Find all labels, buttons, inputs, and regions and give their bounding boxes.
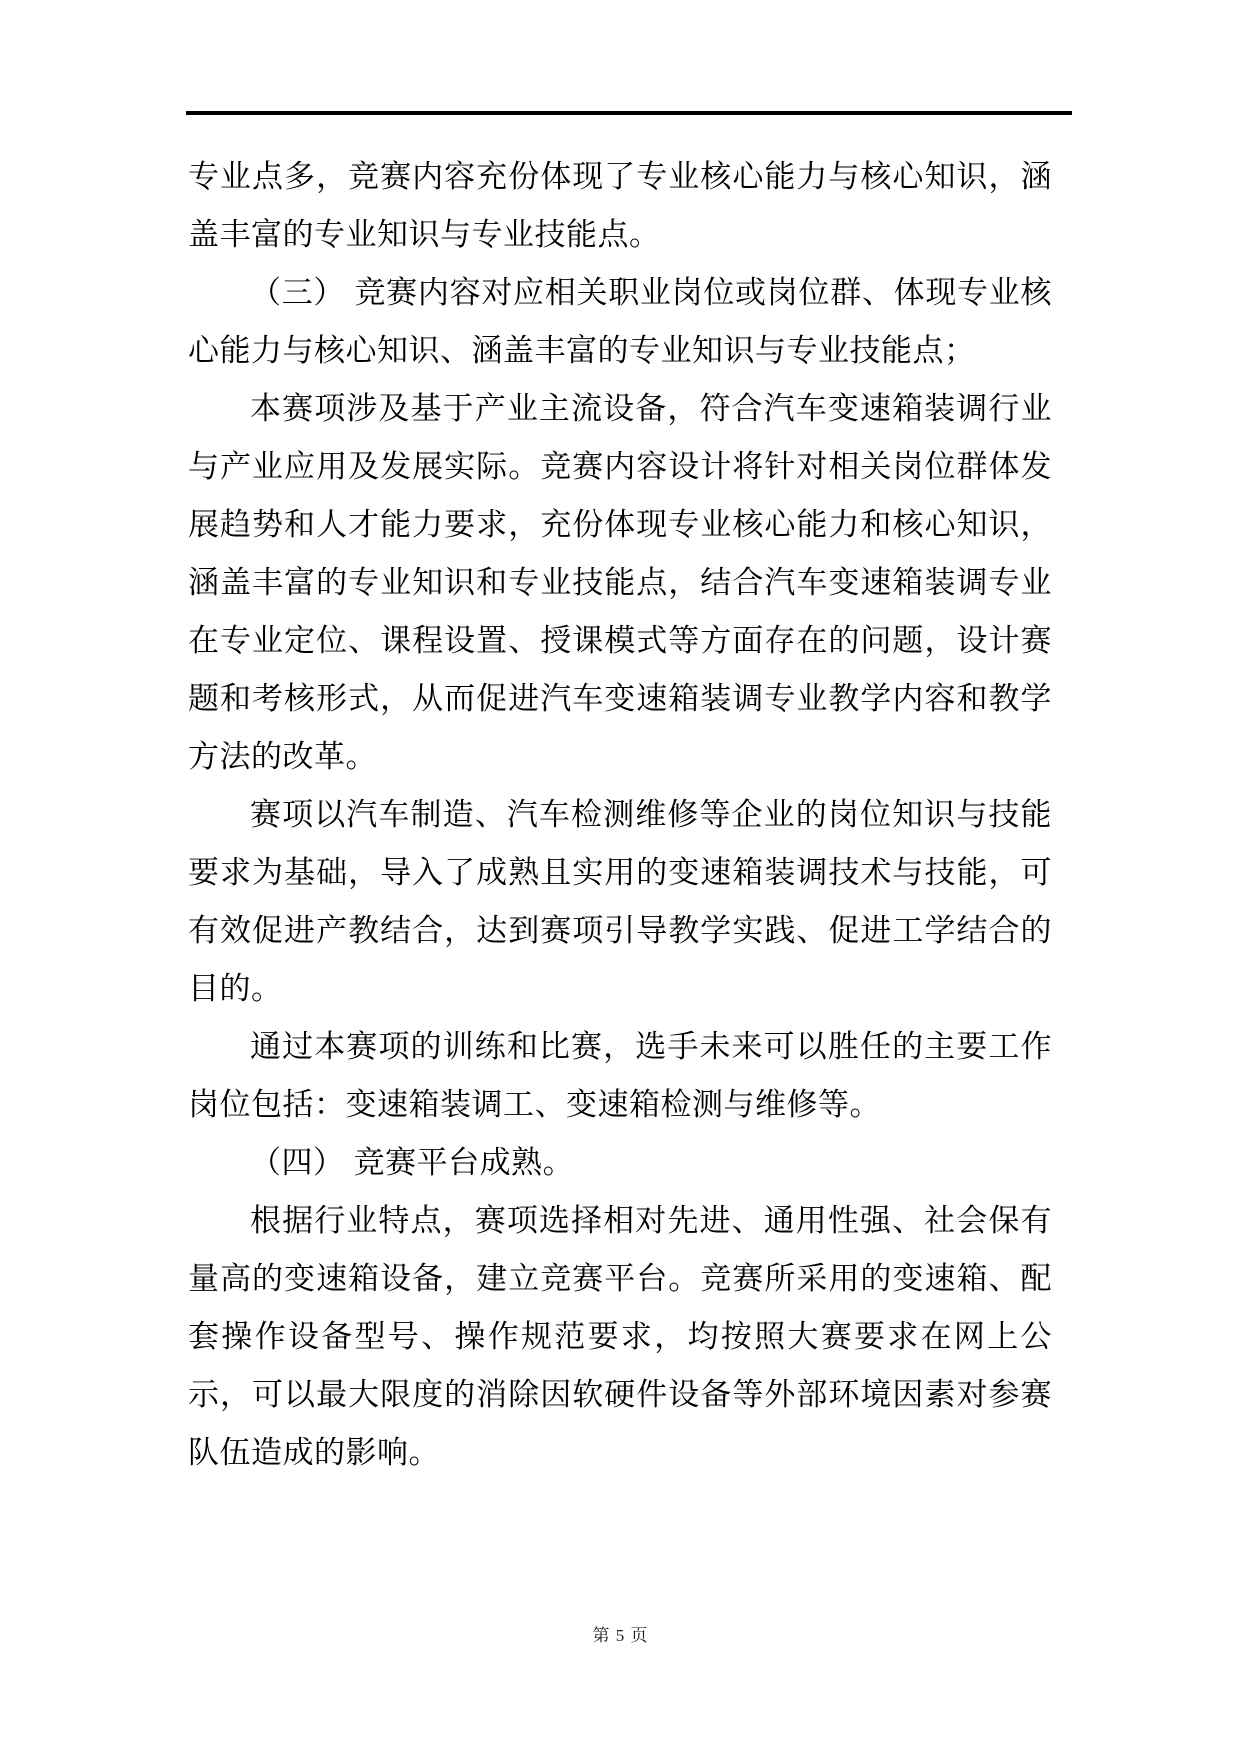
paragraph-industry-basis: 赛项以汽车制造、汽车检测维修等企业的岗位知识与技能要求为基础，导入了成熟且实用的变速箱装调技术与技能，可有效促进产教结合，达到赛项引导教学实践、促进工学结合的目的。 bbox=[188, 797, 1052, 1006]
paragraph-competition-design: 本赛项涉及基于产业主流设备，符合汽车变速箱装调行业与产业应用及发展实际。竞赛内容设计将针对相关岗位群体发展趋势和人才能力要求，充份体现专业核心能力和核心知识，涵盖丰富的专业知识和专业技能点，结合汽车变速箱装调专业在专业定位、课程设置、授课模式等方面存在的问题，设计赛题和考核形式，从而促进汽车变速箱装调专业教学内容和教学方法的改革。 bbox=[188, 391, 1052, 774]
paragraph-item-four-heading: （四） 竞赛平台成熟。 bbox=[250, 1145, 575, 1180]
paragraph-continuation: 专业点多，竞赛内容充份体现了专业核心能力与核心知识，涵盖丰富的专业知识与专业技能点。 bbox=[188, 159, 1052, 252]
paragraph-platform-maturity: 根据行业特点，赛项选择相对先进、通用性强、社会保有量高的变速箱设备，建立竞赛平台。竞赛所采用的变速箱、配套操作设备型号、操作规范要求，均按照大赛要求在网上公示，可以最大限度的消除因软硬件设备等外部环境因素对参赛队伍造成的影响。 bbox=[188, 1203, 1052, 1470]
header-rule-divider bbox=[186, 111, 1072, 115]
paragraph-job-positions: 通过本赛项的训练和比赛，选手未来可以胜任的主要工作岗位包括：变速箱装调工、变速箱检测与维修等。 bbox=[188, 1029, 1052, 1122]
page-number: 第 5 页 bbox=[592, 1626, 649, 1645]
document-body bbox=[188, 148, 1052, 1482]
paragraph-item-three-heading: （三） 竞赛内容对应相关职业岗位或岗位群、体现专业核心能力与核心知识、涵盖丰富的专业知识与专业技能点； bbox=[188, 275, 1052, 368]
